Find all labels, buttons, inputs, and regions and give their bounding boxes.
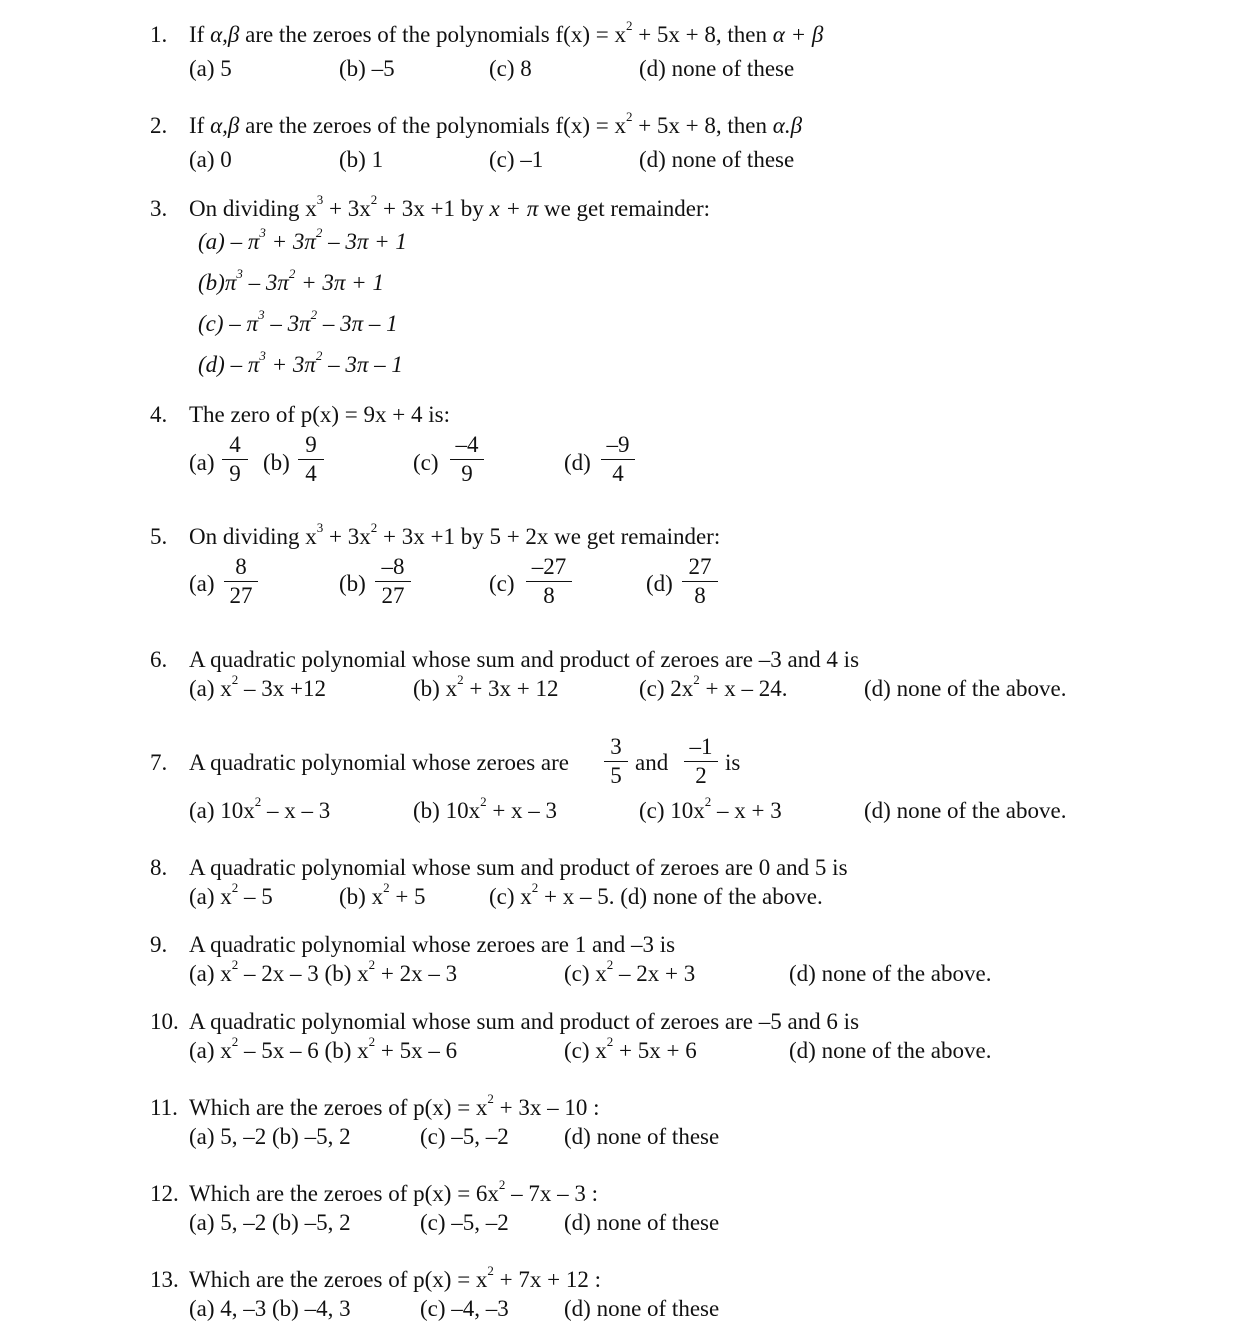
question-number: 8. bbox=[150, 855, 168, 880]
question-stem: A quadratic polynomial whose sum and product of zeroes are 0 and 5 is bbox=[189, 855, 848, 880]
fraction: –4 9 bbox=[450, 432, 484, 488]
question-stem: Which are the zeroes of $p(x) = 6x^2 - 7x - 3$ : bbox=[189, 1177, 599, 1206]
question-stem: Which are the zeroes of $p(x) = x^2 + 3x - 10$ : bbox=[189, 1091, 600, 1120]
option-b[interactable]: (b) $x^2 + 3x + 12$ bbox=[413, 672, 559, 701]
question-number: 10. bbox=[150, 1009, 179, 1034]
option-a[interactable]: (a) $x^2 - 3x +12$ bbox=[189, 672, 327, 701]
question-stem: Which are the zeroes of $p(x) = x^2 + 7x + 12$ : bbox=[189, 1263, 602, 1292]
option-c[interactable]: $(c) - \pi^3 - 3\pi^2 - 3\pi - 1$ bbox=[198, 307, 398, 336]
fraction: –1 2 bbox=[684, 734, 718, 790]
option-b[interactable]: (b) $x^2 + 5$ bbox=[339, 880, 426, 909]
option-c[interactable]: (c) –5, –2 bbox=[420, 1210, 509, 1235]
fraction: –9 4 bbox=[601, 432, 635, 488]
option-b[interactable]: (b) 1 bbox=[339, 147, 384, 172]
option-c[interactable]: (c) $10x^2 - x + 3$ bbox=[639, 794, 782, 823]
fraction: 8 27 bbox=[224, 554, 258, 610]
question-stem: On dividing $x^3 + 3x^2 + 3x +1$ by x + π we get remainder: bbox=[189, 192, 711, 221]
fraction: –8 27 bbox=[375, 554, 411, 610]
fraction: 3 5 bbox=[604, 734, 628, 790]
option-a[interactable]: (a) $10x^2$ – x – 3 bbox=[189, 794, 331, 823]
question-stem: The zero of p(x) = 9x + 4 is: bbox=[189, 402, 450, 427]
fraction: 9 4 bbox=[298, 432, 324, 488]
question-stem: A quadratic polynomial whose sum and product of zeroes are –5 and 6 is bbox=[189, 1009, 860, 1034]
stem-is: is bbox=[725, 750, 741, 775]
option-c[interactable]: (c) –4, –3 bbox=[420, 1296, 509, 1321]
question-stem: On dividing $x^3 + 3x^2 + 3x +1$ by 5 + 2x we get remainder: bbox=[189, 520, 721, 549]
option-a[interactable]: (a) bbox=[189, 450, 215, 475]
option-c[interactable]: (c) 8 bbox=[489, 56, 532, 81]
option-b[interactable]: (b) –5 bbox=[339, 56, 395, 81]
option-a-b[interactable]: (a) $x^2 - 2x - 3$ (b) $x^2 + 2x - 3$ bbox=[189, 957, 458, 986]
question-number: 11. bbox=[150, 1095, 178, 1120]
option-d[interactable]: (d) none of the above. bbox=[789, 1038, 992, 1063]
option-d[interactable]: (d) none of the above. bbox=[864, 798, 1067, 823]
option-c[interactable]: (c) $2x^2 + x - 24$. bbox=[639, 672, 788, 701]
option-d[interactable]: (d) bbox=[564, 450, 591, 475]
option-b[interactable]: (b) bbox=[339, 571, 366, 596]
option-c[interactable]: (c) bbox=[413, 450, 439, 475]
question-stem: A quadratic polynomial whose zeroes are bbox=[189, 750, 570, 775]
option-a-b[interactable]: (a) 5, –2 (b) –5, 2 bbox=[189, 1124, 351, 1149]
question-stem: A quadratic polynomial whose sum and product of zeroes are –3 and 4 is bbox=[189, 647, 860, 672]
option-d[interactable]: (d) none of these bbox=[639, 56, 795, 81]
option-c-d[interactable]: (c) $x^2 + x - 5$. (d) none of the above. bbox=[489, 880, 823, 909]
fraction: 4 9 bbox=[222, 432, 248, 488]
option-a-b[interactable]: (a) 5, –2 (b) –5, 2 bbox=[189, 1210, 351, 1235]
option-a[interactable]: (a) 5 bbox=[189, 56, 232, 81]
option-d[interactable]: $(d) - \pi^3 + 3\pi^2 - 3\pi - 1$ bbox=[198, 348, 403, 377]
option-d[interactable]: (d) none of these bbox=[639, 147, 795, 172]
option-c[interactable]: (c) –5, –2 bbox=[420, 1124, 509, 1149]
question-number: 4. bbox=[150, 402, 168, 427]
option-c[interactable]: (c) bbox=[489, 571, 515, 596]
question-number: 2. bbox=[150, 113, 168, 138]
question-stem: If α,β are the zeroes of the polynomials $f(x) = x^2 + 5x + 8$, then α.β bbox=[189, 109, 803, 138]
option-d[interactable]: (d) bbox=[646, 571, 673, 596]
option-c[interactable]: (c) $x^2 - 2x + 3$ bbox=[564, 957, 696, 986]
question-number: 5. bbox=[150, 524, 168, 549]
option-d[interactable]: (d) none of these bbox=[564, 1124, 720, 1149]
fraction: 27 8 bbox=[682, 554, 718, 610]
option-b[interactable]: $(b)\pi^3 - 3\pi^2 + 3\pi + 1$ bbox=[198, 266, 384, 295]
option-b[interactable]: (b) $10x^2 + x - 3$ bbox=[413, 794, 558, 823]
fraction: –27 8 bbox=[526, 554, 572, 610]
option-d[interactable]: (d) none of these bbox=[564, 1210, 720, 1235]
option-a[interactable]: (a) $x^2 - 5$ bbox=[189, 880, 273, 909]
question-number: 1. bbox=[150, 22, 168, 47]
question-number: 13. bbox=[150, 1267, 179, 1292]
option-d[interactable]: (d) none of the above. bbox=[864, 676, 1067, 701]
option-d[interactable]: (d) none of the above. bbox=[789, 961, 992, 986]
question-stem: A quadratic polynomial whose zeroes are 1 and –3 is bbox=[189, 932, 676, 957]
question-number: 3. bbox=[150, 196, 168, 221]
question-number: 7. bbox=[150, 750, 168, 775]
option-a-b[interactable]: (a) $x^2 - 5x - 6$ (b) $x^2 + 5x - 6$ bbox=[189, 1034, 458, 1063]
option-a[interactable]: $(a) - \pi^3 + 3\pi^2 - 3\pi + 1$ bbox=[198, 225, 407, 254]
stem-and: and bbox=[635, 750, 669, 775]
option-b[interactable]: (b) bbox=[263, 450, 290, 475]
question-number: 6. bbox=[150, 647, 168, 672]
option-c[interactable]: (c) –1 bbox=[489, 147, 544, 172]
option-d[interactable]: (d) none of these bbox=[564, 1296, 720, 1321]
question-stem: If α,β are the zeroes of the polynomials $f(x) = x^2 + 5x + 8$, then α + β bbox=[189, 18, 824, 47]
option-a[interactable]: (a) bbox=[189, 571, 215, 596]
option-a[interactable]: (a) 0 bbox=[189, 147, 232, 172]
option-c[interactable]: (c) $x^2 + 5x + 6$ bbox=[564, 1034, 697, 1063]
question-number: 9. bbox=[150, 932, 168, 957]
option-a-b[interactable]: (a) 4, –3 (b) –4, 3 bbox=[189, 1296, 351, 1321]
question-number: 12. bbox=[150, 1181, 179, 1206]
